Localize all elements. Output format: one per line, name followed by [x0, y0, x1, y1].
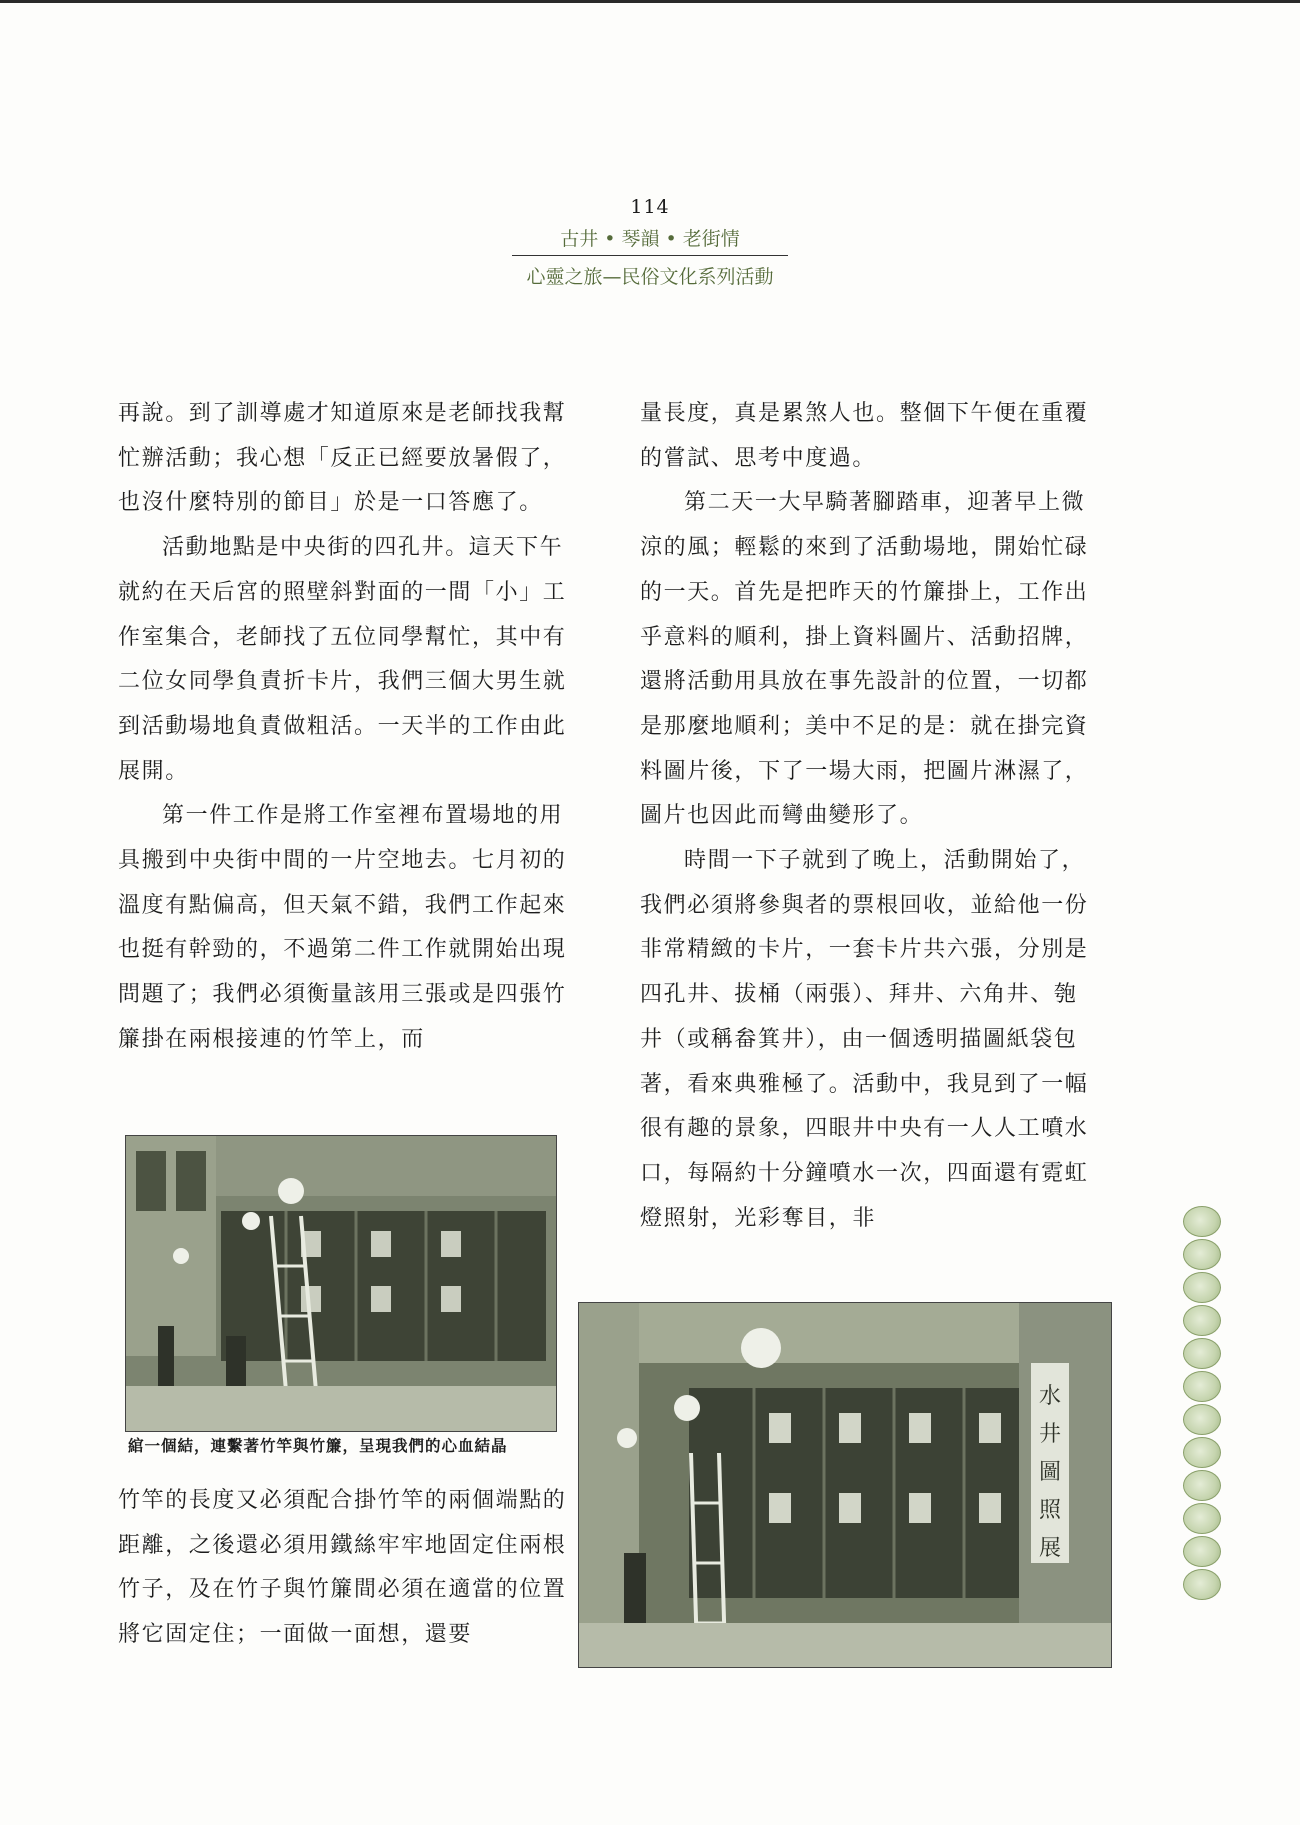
- paragraph: 活動地點是中央街的四孔井。這天下午就約在天后宮的照壁斜對面的一間「小」工作室集合，老師找了五位同學幫忙，其中有二位女同學負責折卡片，我們三個大男生就到活動場地負責做粗活。一天半的工作由此展開。: [118, 535, 567, 784]
- side-ornament-strip: [1182, 1206, 1222, 1602]
- left-column-bottom: [118, 1479, 570, 1658]
- ornament-icon: [1183, 1569, 1221, 1600]
- right-column: [640, 392, 1092, 1241]
- book-title: 古井 • 琴韻 • 老街情: [560, 228, 740, 250]
- ornament-icon: [1183, 1305, 1221, 1336]
- paragraph: 第一件工作是將工作室裡布置場地的用具搬到中央街中間的一片空地去。七月初的溫度有點偏高，但天氣不錯，我們工作起來也挺有幹勁的，不過第二件工作就開始出現問題了；我們必須衡量該用三張或是四張竹簾掛在兩根接連的竹竿上，而: [118, 803, 567, 1052]
- paragraph: 再說。到了訓導處才知道原來是老師找我幫忙辦活動；我心想「反正已經要放暑假了，也沒什麼特別的節目」於是一口答應了。: [118, 401, 567, 516]
- ornament-icon: [1183, 1371, 1221, 1402]
- paragraph: 第二天一大早騎著腳踏車，迎著早上微涼的風；輕鬆的來到了活動場地，開始忙碌的一天。首先是把昨天的竹簾掛上，工作出乎意料的順利，掛上資料圖片、活動招牌，還將活動用具放在事先設計的位置，一切都是那麼地順利；美中不足的是：就在掛完資料圖片後，下了一場大雨，把圖片淋濕了，圖片也因此而彎曲變形了。: [640, 490, 1089, 829]
- sign-char: 井: [1038, 1422, 1062, 1447]
- header-divider: [512, 255, 788, 256]
- ornament-icon: [1183, 1404, 1221, 1435]
- ornament-icon: [1183, 1239, 1221, 1270]
- photo-exhibition-wall: [578, 1302, 1112, 1668]
- page-header: [0, 196, 1300, 289]
- left-column-top: [118, 392, 570, 1063]
- sign-char: 展: [1038, 1536, 1062, 1561]
- ornament-icon: [1183, 1503, 1221, 1534]
- paragraph: 竹竿的長度又必須配合掛竹竿的兩個端點的距離，之後還必須用鐵絲牢牢地固定住兩根竹子，及在竹子與竹簾間必須在適當的位置將它固定住；一面做一面想，還要: [118, 1488, 567, 1648]
- sign-char: 水: [1038, 1384, 1062, 1409]
- ornament-icon: [1183, 1536, 1221, 1567]
- ornament-icon: [1183, 1470, 1221, 1501]
- sign-char: 照: [1038, 1498, 1062, 1523]
- page-top-border: [0, 0, 1300, 3]
- ornament-icon: [1183, 1206, 1221, 1237]
- paragraph: 時間一下子就到了晚上，活動開始了，我們必須將參與者的票根回收，並給他一份非常精緻的卡片，一套卡片共六張，分別是四孔井、拔桶（兩張）、拜井、六角井、匏井（或稱畚箕井），由一個透明描圖紙袋包著，看來典雅極了。活動中，我見到了一幅很有趣的景象，四眼井中央有一人人工噴水口，每隔約十分鐘噴水一次，四面還有霓虹燈照射，光彩奪目，非: [640, 848, 1089, 1231]
- ornament-icon: [1183, 1338, 1221, 1369]
- series-title: 心靈之旅—民俗文化系列活動: [526, 266, 774, 288]
- ornament-icon: [1183, 1272, 1221, 1303]
- photo-hanging-bamboo-blinds: [125, 1135, 557, 1432]
- photo-caption: 綰一個結，連繫著竹竿與竹簾，呈現我們的心血結晶: [128, 1437, 508, 1455]
- paragraph: 量長度，真是累煞人也。整個下午便在重覆的嘗試、思考中度過。: [640, 401, 1089, 471]
- sign-char: 圖: [1038, 1460, 1062, 1485]
- page-number: 114: [630, 196, 670, 218]
- ornament-icon: [1183, 1437, 1221, 1468]
